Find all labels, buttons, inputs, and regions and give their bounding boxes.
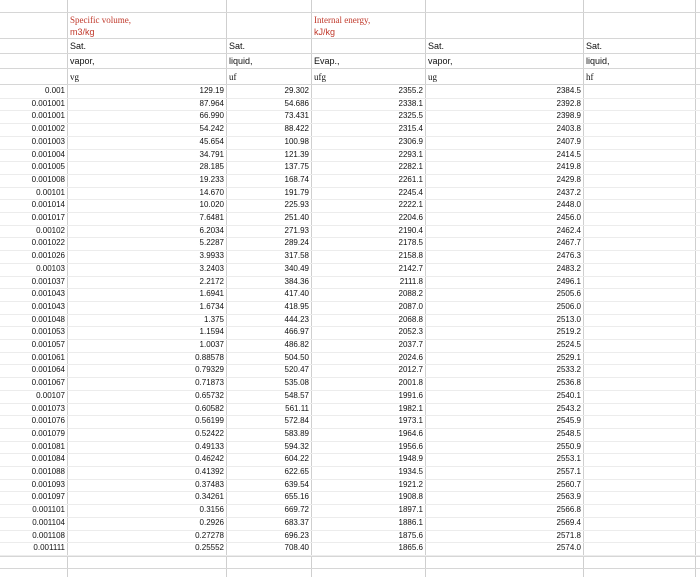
table-cell: 2012.7 [398,365,423,375]
table-cell: 0.37483 [195,479,224,489]
table-cell: 251.40 [284,213,309,222]
table-cell: 418.95 [284,301,309,311]
table-cell: 2087.0 [398,301,423,311]
table-cell: 2037.7 [398,340,423,349]
table-cell: 2142.7 [398,263,423,273]
col1-header-symbol: vg [70,72,79,82]
table-cell: 0.52422 [195,428,224,438]
table-cell: 2088.2 [398,289,423,299]
table-cell: 14.670 [199,187,224,197]
table-cell: 0.49133 [195,441,224,451]
table-cell: 0.001084 [31,454,65,464]
table-cell: 0.001057 [31,340,65,349]
table-cell: 0.65732 [195,390,224,400]
table-cell: 0.56199 [195,416,224,426]
table-cell: 520.47 [284,365,309,375]
table-cell: 669.72 [284,505,309,515]
col3-header-line1: Evap., [314,56,340,66]
table-cell: 2222.1 [398,200,423,210]
table-cell: 0.001064 [31,365,65,375]
col1-header-line1: Sat. [70,41,87,51]
specific-volume-heading: Specific volume, [70,15,131,25]
internal-energy-heading: Internal energy, [314,15,371,25]
table-cell: 2533.2 [556,365,581,375]
table-cell: 444.23 [284,314,309,324]
table-cell: 2462.4 [556,225,581,235]
table-cell: 0.001014 [31,200,65,210]
table-cell: 2560.7 [556,479,581,489]
table-cell: 2456.0 [556,213,581,222]
table-cell: 0.00101 [36,187,65,197]
table-cell: 486.82 [284,340,309,349]
table-cell: 0.71873 [195,378,224,388]
table-cell: 28.185 [199,162,224,172]
table-cell: 66.990 [199,111,224,121]
table-cell: 604.22 [284,454,309,464]
row-divider [0,556,700,557]
table-cell: 2325.5 [398,111,423,121]
table-cell: 1.6941 [199,289,224,299]
table-cell: 1.375 [203,314,224,324]
table-cell: 2190.4 [398,225,423,235]
table-cell: 0.88578 [195,352,224,362]
table-cell: 0.79329 [195,365,224,375]
table-cell: 2403.8 [556,124,581,134]
table-cell: 2306.9 [398,136,423,146]
table-cell: 1875.6 [398,530,423,540]
table-cell: 2566.8 [556,505,581,515]
table-cell: 0.001 [44,86,65,95]
table-cell: 1973.1 [398,416,423,426]
table-cell: 2496.1 [556,276,581,286]
row-divider [0,38,700,39]
table-cell: 225.93 [284,200,309,210]
table-cell: 340.49 [284,263,309,273]
table-cell: 2483.2 [556,263,581,273]
specific-volume-unit: m3/kg [70,27,95,37]
table-cell: 0.001053 [31,327,65,337]
table-cell: 0.00103 [36,263,65,273]
table-cell: 129.19 [199,86,224,95]
table-cell: 2569.4 [556,517,581,527]
table-cell: 1948.9 [398,454,423,464]
table-cell: 2476.3 [556,251,581,261]
col4-header-line1: Sat. [428,41,445,51]
table-cell: 0.001004 [31,149,65,159]
table-cell: 10.020 [199,200,224,210]
table-cell: 0.2926 [199,517,224,527]
table-cell: 0.001008 [31,174,65,184]
table-cell: 1886.1 [398,517,423,527]
table-cell: 3.2403 [199,263,224,273]
table-cell: 7.6481 [199,213,224,222]
table-cell: 0.001108 [32,530,65,540]
table-cell: 29.302 [284,86,309,95]
table-cell: 2178.5 [398,238,423,248]
table-cell: 121.39 [284,149,309,159]
table-cell: 0.27278 [195,530,224,540]
table-cell: 73.431 [284,111,309,121]
table-cell: 2.2172 [199,276,224,286]
col4-header-line2: vapor, [428,56,453,66]
table-cell: 639.54 [284,479,309,489]
table-cell: 2204.6 [398,213,423,222]
table-cell: 0.001088 [31,467,65,476]
col3-header-symbol: ufg [314,72,326,82]
table-cell: 504.50 [284,352,309,362]
table-cell: 2467.7 [556,238,581,248]
table-cell: 466.97 [284,327,309,337]
table-cell: 696.23 [284,530,309,540]
col4-header-symbol: ug [428,72,437,82]
table-cell: 0.001081 [31,441,65,451]
table-cell: 1934.5 [398,467,423,476]
table-cell: 3.9933 [199,251,224,261]
table-cell: 548.57 [284,390,309,400]
table-cell: 0.001005 [31,162,65,172]
table-cell: 0.41392 [195,467,224,476]
table-cell: 2506.0 [556,301,581,311]
table-cell: 2261.1 [398,174,423,184]
col5-header-line2: liquid, [586,56,610,66]
internal-energy-unit: kJ/kg [314,27,336,37]
table-cell: 2407.9 [556,136,581,146]
table-cell: 0.001073 [31,403,65,413]
table-cell: 0.3156 [199,505,224,515]
table-cell: 2111.8 [399,276,423,286]
table-cell: 2543.2 [556,403,581,413]
table-cell: 1956.6 [398,441,423,451]
table-cell: 2548.5 [556,428,581,438]
table-cell: 2293.1 [398,149,423,159]
table-cell: 0.25552 [195,543,224,553]
table-cell: 2563.9 [556,492,581,502]
table-cell: 168.74 [284,174,309,184]
table-cell: 137.75 [284,162,309,172]
col5-header-line1: Sat. [586,41,603,51]
table-cell: 0.001104 [32,517,65,527]
table-cell: 0.001097 [31,492,65,502]
table-cell: 0.001067 [31,378,65,388]
table-cell: 0.60582 [195,403,224,413]
table-cell: 45.654 [199,136,224,146]
row-divider [0,68,700,69]
table-cell: 2398.9 [556,111,581,121]
table-cell: 0.001001 [31,111,65,121]
table-cell: 54.686 [284,98,309,108]
table-cell: 2574.0 [556,543,581,553]
table-cell: 708.40 [284,543,309,553]
table-cell: 0.001017 [31,213,65,222]
table-cell: 622.65 [284,467,309,476]
table-cell: 655.16 [284,492,309,502]
col2-header-line2: liquid, [229,56,253,66]
col1-header-line2: vapor, [70,56,95,66]
table-cell: 2540.1 [556,390,581,400]
row-divider [0,555,700,556]
table-cell: 2536.8 [556,378,581,388]
table-cell: 2429.8 [556,174,581,184]
table-cell: 594.32 [284,441,309,451]
table-cell: 2315.4 [398,124,423,134]
table-cell: 1.6734 [199,301,224,311]
row-divider [0,53,700,54]
table-cell: 2550.9 [556,441,581,451]
table-cell: 0.001093 [31,479,65,489]
col2-header-symbol: uf [229,72,237,82]
table-cell: 6.2034 [199,225,224,235]
table-cell: 317.58 [284,251,309,261]
table-cell: 0.001043 [31,301,65,311]
table-cell: 2524.5 [556,340,581,349]
table-cell: 0.001079 [31,428,65,438]
table-cell: 2545.9 [556,416,581,426]
table-cell: 271.93 [284,225,309,235]
table-cell: 683.37 [284,517,309,527]
table-cell: 2414.5 [556,149,581,159]
table-cell: 0.001076 [31,416,65,426]
table-cell: 384.36 [284,276,309,286]
table-cell: 2282.1 [398,162,423,172]
table-cell: 0.001111 [33,543,65,553]
table-cell: 0.001003 [31,136,65,146]
table-cell: 5.2287 [199,238,224,248]
table-cell: 2392.8 [556,98,581,108]
table-cell: 0.46242 [195,454,224,464]
table-cell: 0.001061 [31,352,65,362]
table-cell: 1.1594 [199,327,224,337]
table-cell: 0.001048 [31,314,65,324]
table-cell: 0.001026 [31,251,65,261]
table-cell: 0.001101 [32,505,65,515]
table-cell: 2338.1 [398,98,423,108]
table-cell: 191.79 [284,187,309,197]
table-cell: 289.24 [284,238,309,248]
table-cell: 19.233 [199,174,224,184]
table-cell: 1897.1 [398,505,423,515]
table-cell: 1991.6 [398,390,423,400]
table-cell: 0.001002 [31,124,65,134]
table-cell: 0.00102 [36,225,65,235]
table-cell: 2557.1 [556,467,581,476]
col5-header-symbol: hf [586,72,594,82]
table-cell: 1921.2 [398,479,423,489]
table-cell: 2384.5 [556,86,581,95]
table-cell: 561.11 [285,403,309,413]
table-cell: 2437.2 [556,187,581,197]
table-cell: 34.791 [199,149,224,159]
table-cell: 1865.6 [398,543,423,553]
table-cell: 2519.2 [556,327,581,337]
table-cell: 0.001043 [31,289,65,299]
table-cell: 2513.0 [556,314,581,324]
table-cell: 2571.8 [556,530,581,540]
table-cell: 2052.3 [398,327,423,337]
table-cell: 583.89 [284,428,309,438]
table-cell: 1908.8 [398,492,423,502]
table-cell: 2553.1 [556,454,581,464]
table-cell: 572.84 [284,416,309,426]
col2-header-line1: Sat. [229,41,246,51]
row-divider [0,12,700,13]
row-divider [0,568,700,569]
table-cell: 0.001022 [31,238,65,248]
table-cell: 2001.8 [398,378,423,388]
table-cell: 1982.1 [398,403,423,413]
table-cell: 2419.8 [556,162,581,172]
table-cell: 417.40 [284,289,309,299]
table-cell: 54.242 [199,124,224,134]
table-cell: 2505.6 [556,289,581,299]
table-cell: 2158.8 [398,251,423,261]
table-cell: 0.34261 [195,492,224,502]
table-cell: 2024.6 [398,352,423,362]
table-cell: 88.422 [284,124,309,134]
table-cell: 0.001001 [31,98,65,108]
table-cell: 2529.1 [556,352,581,362]
table-cell: 535.08 [284,378,309,388]
table-cell: 87.964 [199,98,224,108]
table-cell: 1964.6 [398,428,423,438]
table-cell: 2448.0 [556,200,581,210]
table-cell: 0.00107 [36,390,65,400]
table-cell: 1.0037 [199,340,224,349]
table-cell: 100.98 [284,136,309,146]
table-cell: 2068.8 [398,314,423,324]
table-cell: 2245.4 [398,187,423,197]
table-cell: 2355.2 [398,86,423,95]
table-cell: 0.001037 [31,276,65,286]
